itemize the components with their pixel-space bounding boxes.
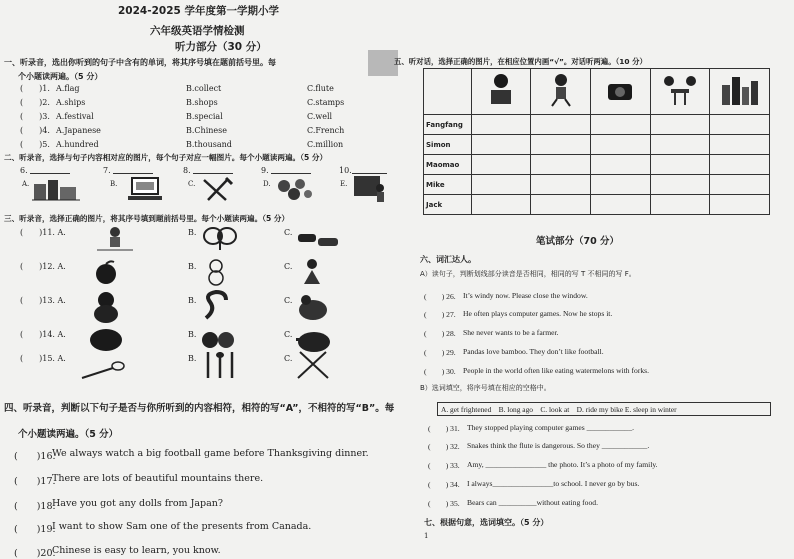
question-27-number[interactable]: ( ) 27. <box>424 310 456 319</box>
row-label-fangfang: Fangfang <box>424 115 472 135</box>
section4-heading-cont: 个小题读两遍。（5 分） <box>18 429 119 440</box>
question-14-number[interactable]: ( )14. A. <box>20 330 66 339</box>
q1-option-c: C.flute <box>307 84 334 93</box>
question-31-text: They stopped playing computer games ____________. <box>467 423 635 432</box>
q1-option-a: A.flag <box>56 84 80 93</box>
question-30-text: People in the world often like eating watermelons with forks. <box>463 366 650 375</box>
question-2-number[interactable]: ( )2. <box>20 98 50 107</box>
exam-title-line1: 2024-2025 学年度第一学期小学 <box>118 5 279 17</box>
check-cell[interactable] <box>591 115 651 135</box>
cat-icon <box>294 292 332 322</box>
check-cell[interactable] <box>650 135 710 155</box>
check-cell[interactable] <box>591 135 651 155</box>
question-35-text: Bears can __________without eating food. <box>467 498 598 507</box>
question-33-text: Amy, ________________ the photo. It’s a photo of my family. <box>467 460 658 469</box>
question-15-number[interactable]: ( )15. A. <box>20 354 66 363</box>
question-29-number[interactable]: ( ) 29. <box>424 348 456 357</box>
picture-d-letter: D. <box>263 180 271 188</box>
check-cell[interactable] <box>591 195 651 215</box>
q1-option-b: B.collect <box>186 84 222 93</box>
check-cell[interactable] <box>531 195 591 215</box>
shops-street-icon <box>32 178 80 202</box>
q15-option-b-letter: B. <box>188 354 197 363</box>
question-34-number[interactable]: ( ) 34. <box>428 480 460 489</box>
check-cell[interactable] <box>471 115 531 135</box>
section5-heading: 五、听对话，选择正确的图片，在相应位置内画“√”。对话听两遍。（10 分） <box>394 57 647 66</box>
q9-answer-line[interactable] <box>271 173 311 174</box>
check-cell[interactable] <box>710 155 770 175</box>
computer-icon <box>120 176 170 202</box>
check-cell[interactable] <box>471 175 531 195</box>
q5-option-a: A.hundred <box>56 140 99 149</box>
q2-option-a: A.ships <box>56 98 86 107</box>
question-16-text: We always watch a big football game before Thanksgiving dinner. <box>52 448 369 459</box>
table-corner-cell <box>424 69 472 115</box>
word-bank-options: A. get frightened B. long ago C. look at D. ride my bike E. sleep in winter <box>441 405 677 414</box>
section7-heading: 七、根据句意，选词填空。（5 分） <box>424 518 549 527</box>
check-cell[interactable] <box>591 175 651 195</box>
check-cell[interactable] <box>531 155 591 175</box>
camera-picture-cell <box>591 69 651 115</box>
question-20-text: Chinese is easy to learn, you know. <box>52 545 221 556</box>
q11-option-c-letter: C. <box>284 228 293 237</box>
question-18-number[interactable]: ( )18. <box>14 501 56 512</box>
q11-option-b-letter: B. <box>188 228 197 237</box>
q4-option-c: C.French <box>307 126 345 135</box>
q8-label: 8. <box>183 166 191 175</box>
question-16-number[interactable]: ( )16. <box>14 451 56 462</box>
exam-title-line2: 六年级英语学情检测 <box>150 25 245 37</box>
reading-picture-cell <box>471 69 531 115</box>
written-part-title: 笔试部分（70 分） <box>536 236 620 247</box>
listening-part-title: 听力部分（30 分） <box>175 41 267 53</box>
q13-option-b-letter: B. <box>188 296 197 305</box>
question-28-number[interactable]: ( ) 28. <box>424 329 456 338</box>
section6-heading: 六、词汇达人。 <box>420 255 476 264</box>
q4-option-b: B.Chinese <box>186 126 227 135</box>
section3-heading: 三、听录音，选择正确的图片，将其序号填到题前括号里。每个小题读两遍。（5 分） <box>4 214 290 223</box>
row-label-simon: Simon <box>424 135 472 155</box>
question-1-number[interactable]: ( )1. <box>20 84 50 93</box>
boy-walking-icon <box>95 226 135 252</box>
spoon-icon <box>80 360 126 380</box>
dumplings-icon <box>86 324 126 354</box>
question-19-text: I want to show Sam one of the presents from Canada. <box>52 521 312 532</box>
boy-running-icon <box>547 72 575 108</box>
question-34-text: I always________________to school. I never go by bus. <box>467 479 640 488</box>
snake-icon <box>200 290 232 324</box>
dancer-icon <box>294 258 330 286</box>
section1-heading-cont: 个小题读两遍。（5 分） <box>18 72 103 81</box>
check-cell[interactable] <box>650 175 710 195</box>
check-cell[interactable] <box>650 115 710 135</box>
boy-reading-icon <box>485 72 517 108</box>
q12-option-c-letter: C. <box>284 262 293 271</box>
row-label-jack: Jack <box>424 195 472 215</box>
section2-heading: 二、听录音，选择与句子内容相对应的图片，每个句子对应一幅图片。每个小题读两遍。（5 分） <box>4 153 328 162</box>
check-cell[interactable] <box>650 195 710 215</box>
city-picture-cell <box>710 69 770 115</box>
q3-option-b: B.special <box>186 112 223 121</box>
q8-answer-line[interactable] <box>193 173 233 174</box>
page-number: 1 <box>424 532 429 540</box>
row-label-maomao: Maomao <box>424 155 472 175</box>
check-cell[interactable] <box>710 115 770 135</box>
knife-fork-icon <box>196 176 240 202</box>
question-19-number[interactable]: ( )19. <box>14 524 56 535</box>
q5-option-c: C.million <box>307 140 344 149</box>
q6-label: 6. <box>20 166 28 175</box>
section1-heading: 一、听录音，选出你听到的句子中含有的单词，将其序号填在题前括号里。每 <box>4 58 276 67</box>
cars-icon <box>294 226 342 250</box>
snowman-icon <box>200 258 232 286</box>
section4-heading: 四、听录音，判断以下句子是否与你所听到的内容相符，相符的写“A”，不相符的写“B”。每 <box>4 403 395 414</box>
question-3-number[interactable]: ( )3. <box>20 112 50 121</box>
q6-answer-line[interactable] <box>30 173 70 174</box>
check-cell[interactable] <box>531 175 591 195</box>
butterfly-icon <box>200 224 240 252</box>
question-12-number[interactable]: ( )12. A. <box>20 262 66 271</box>
q7-label: 7. <box>103 166 111 175</box>
picture-b-letter: B. <box>110 180 118 188</box>
question-26-number[interactable]: ( ) 26. <box>424 292 456 301</box>
question-13-number[interactable]: ( )13. A. <box>20 296 66 305</box>
question-27-text: He often plays computer games. Now he stops it. <box>463 309 613 318</box>
playing-chess-icon <box>661 73 699 107</box>
city-buildings-icon <box>720 73 760 107</box>
knife-fork-spoon-icon <box>198 350 242 380</box>
chess-picture-cell <box>650 69 710 115</box>
check-cell[interactable] <box>710 135 770 155</box>
q9-label: 9. <box>261 166 269 175</box>
q3-option-c: C.well <box>307 112 333 121</box>
check-cell[interactable] <box>471 155 531 175</box>
q14-option-b-letter: B. <box>188 330 197 339</box>
check-cell[interactable] <box>710 175 770 195</box>
q2-option-c: C.stamps <box>307 98 345 107</box>
check-cell[interactable] <box>471 135 531 155</box>
q14-option-c-letter: C. <box>284 330 293 339</box>
question-32-text: Snakes think the flute is dangerous. So they ____________. <box>467 441 650 450</box>
question-31-number[interactable]: ( ) 31. <box>428 424 460 433</box>
q12-option-b-letter: B. <box>188 262 197 271</box>
teddy-bear-icon <box>86 290 126 324</box>
q5-option-b: B.thousand <box>186 140 232 149</box>
fireworks-icon <box>272 176 316 202</box>
q15-option-c-letter: C. <box>284 354 293 363</box>
question-33-number[interactable]: ( ) 33. <box>428 461 460 470</box>
question-18-text: Have you got any dolls from Japan? <box>52 498 223 509</box>
running-picture-cell <box>531 69 591 115</box>
q10-label: 10. <box>339 166 352 175</box>
check-cell[interactable] <box>531 115 591 135</box>
q13-option-c-letter: C. <box>284 296 293 305</box>
check-cell[interactable] <box>710 195 770 215</box>
question-32-number[interactable]: ( ) 32. <box>428 442 460 451</box>
picture-a-letter: A. <box>22 180 30 188</box>
question-20-number[interactable]: ( )20. <box>14 548 56 559</box>
question-11-number[interactable]: ( )11. A. <box>20 228 66 237</box>
row-label-mike: Mike <box>424 175 472 195</box>
question-5-number[interactable]: ( )5. <box>20 140 50 149</box>
teacher-board-icon <box>350 174 390 204</box>
section6-part-b-instruction: B）选词填空，将序号填在相应的空格中。 <box>420 384 551 392</box>
check-cell[interactable] <box>471 195 531 215</box>
question-35-number[interactable]: ( ) 35. <box>428 499 460 508</box>
q4-option-a: A.Japanese <box>56 126 101 135</box>
q3-option-a: A.festival <box>56 112 94 121</box>
camera-icon <box>605 75 635 105</box>
section6-part-a-instruction: A）读句子，判断划线部分读音是否相同，相同的写 T 不相同的写 F。 <box>420 270 636 278</box>
apple-icon <box>90 258 126 286</box>
question-17-number[interactable]: ( )17. <box>14 476 56 487</box>
question-29-text: Pandas love bamboo. They don’t like football. <box>463 347 604 356</box>
picture-e-letter: E. <box>340 180 348 188</box>
check-cell[interactable] <box>650 155 710 175</box>
q2-option-b: B.shops <box>186 98 218 107</box>
check-cell[interactable] <box>531 135 591 155</box>
question-17-text: There are lots of beautiful mountains there. <box>52 473 264 484</box>
listening-check-table <box>423 68 770 215</box>
check-cell[interactable] <box>591 155 651 175</box>
question-28-text: She never wants to be a farmer. <box>463 328 559 337</box>
picture-c-letter: C. <box>188 180 196 188</box>
chopsticks-icon <box>292 350 334 380</box>
question-4-number[interactable]: ( )4. <box>20 126 50 135</box>
question-30-number[interactable]: ( ) 30. <box>424 367 456 376</box>
question-26-text: It’s windy now. Please close the window. <box>463 291 588 300</box>
q7-answer-line[interactable] <box>113 173 153 174</box>
